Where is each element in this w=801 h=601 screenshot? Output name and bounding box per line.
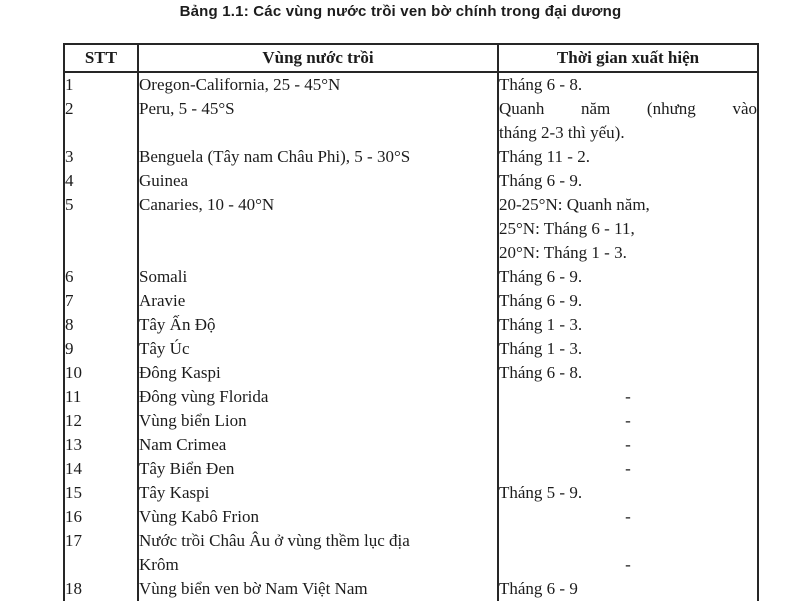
time-cell — [498, 577, 758, 601]
cell-line: Đông vùng Florida — [139, 387, 269, 406]
cell-line: Tháng 5 - 9. — [499, 483, 583, 502]
cell-line: 8 — [65, 315, 74, 334]
zone-cell — [138, 193, 498, 265]
table-body — [64, 72, 758, 601]
cell-line: Tháng 11 - 2. — [499, 147, 590, 166]
table-row — [64, 409, 758, 433]
time-cell — [498, 289, 758, 313]
cell-line: Tháng 6 - 8. — [499, 363, 583, 382]
cell-line: 9 — [65, 339, 74, 358]
cell-line: Quanh năm (nhưng vào — [499, 99, 757, 118]
zone-cell — [138, 97, 498, 145]
cell-line: Tây Úc — [139, 339, 190, 358]
cell-line: 14 — [65, 459, 82, 478]
stt-cell — [64, 72, 138, 97]
zone-cell — [138, 529, 498, 577]
cell-line: Tháng 6 - 9. — [499, 291, 583, 310]
cell-line: 16 — [65, 507, 82, 526]
stt-cell — [64, 577, 138, 601]
stt-cell — [64, 169, 138, 193]
time-cell — [498, 433, 758, 457]
cell-line: 1 — [65, 75, 74, 94]
cell-line: Oregon-California, 25 - 45°N — [139, 75, 341, 94]
cell-line: - — [625, 459, 631, 478]
time-cell — [498, 169, 758, 193]
cell-line — [499, 529, 757, 553]
zone-cell — [138, 409, 498, 433]
time-cell — [498, 97, 758, 145]
time-cell — [498, 457, 758, 481]
table-caption: Bảng 1.1: Các vùng nước trồi ven bờ chính trong đại dương — [179, 3, 622, 20]
time-cell — [498, 193, 758, 265]
cell-line: 5 — [65, 195, 74, 214]
cell-line: 11 — [65, 387, 82, 406]
zone-cell — [138, 265, 498, 289]
stt-cell — [64, 457, 138, 481]
cell-line: Guinea — [139, 171, 189, 190]
stt-cell — [64, 385, 138, 409]
time-cell — [498, 385, 758, 409]
table-row — [64, 193, 758, 265]
time-cell — [498, 481, 758, 505]
stt-cell — [64, 505, 138, 529]
cell-line: Tháng 6 - 9. — [499, 267, 583, 286]
stt-cell — [64, 337, 138, 361]
zone-cell — [138, 433, 498, 457]
table-row — [64, 361, 758, 385]
zone-cell — [138, 457, 498, 481]
cell-line: - — [625, 507, 631, 526]
stt-cell — [64, 361, 138, 385]
table-row — [64, 385, 758, 409]
cell-line: Vùng biển Lion — [139, 411, 247, 430]
cell-line: 17 — [65, 531, 82, 550]
cell-line: 25°N: Tháng 6 - 11, — [499, 219, 635, 238]
stt-cell — [64, 289, 138, 313]
zone-cell — [138, 361, 498, 385]
upwelling-table — [63, 43, 759, 601]
table-row — [64, 169, 758, 193]
table-row — [64, 313, 758, 337]
cell-line: 20°N: Tháng 1 - 3. — [499, 243, 627, 262]
cell-line: tháng 2-3 thì yếu). — [499, 123, 625, 142]
stt-cell — [64, 529, 138, 577]
cell-line: Canaries, 10 - 40°N — [139, 195, 275, 214]
stt-cell — [64, 265, 138, 289]
table-header-row — [64, 44, 758, 72]
cell-line: Tháng 6 - 9. — [499, 171, 583, 190]
cell-line: 20-25°N: Quanh năm, — [499, 195, 650, 214]
table-row — [64, 433, 758, 457]
time-cell — [498, 505, 758, 529]
stt-cell — [64, 481, 138, 505]
cell-line: Krôm — [139, 555, 179, 574]
stt-cell — [64, 145, 138, 169]
table-row — [64, 265, 758, 289]
cell-line: 18 — [65, 579, 82, 598]
table-row — [64, 72, 758, 97]
zone-cell — [138, 289, 498, 313]
cell-line: 4 — [65, 171, 74, 190]
zone-cell — [138, 481, 498, 505]
header-cell-stt: STT — [64, 44, 138, 72]
cell-line: Tháng 1 - 3. — [499, 315, 583, 334]
zone-cell — [138, 385, 498, 409]
stt-cell — [64, 433, 138, 457]
zone-cell — [138, 505, 498, 529]
cell-line: 13 — [65, 435, 82, 454]
cell-line: - — [625, 435, 631, 454]
time-cell — [498, 361, 758, 385]
cell-line: Tây Ấn Độ — [139, 315, 216, 334]
cell-line: Tháng 6 - 9 — [499, 579, 578, 598]
time-cell — [498, 72, 758, 97]
table-row — [64, 97, 758, 145]
table-row — [64, 505, 758, 529]
time-cell — [498, 265, 758, 289]
time-cell — [498, 145, 758, 169]
header-cell-zone: Vùng nước trồi — [138, 44, 498, 72]
cell-line: - — [625, 387, 631, 406]
stt-cell — [64, 193, 138, 265]
cell-line: Peru, 5 - 45°S — [139, 99, 235, 118]
table-row — [64, 337, 758, 361]
cell-line: 3 — [65, 147, 74, 166]
cell-line: Vùng biển ven bờ Nam Việt Nam — [139, 579, 368, 598]
cell-line: Somali — [139, 267, 188, 286]
cell-line: Nam Crimea — [139, 435, 227, 454]
stt-cell — [64, 313, 138, 337]
zone-cell — [138, 72, 498, 97]
time-cell — [498, 529, 758, 577]
cell-line: 12 — [65, 411, 82, 430]
cell-line: Vùng Kabô Frion — [139, 507, 259, 526]
table-row — [64, 457, 758, 481]
cell-line: 6 — [65, 267, 74, 286]
stt-cell — [64, 97, 138, 145]
table-row — [64, 289, 758, 313]
header-cell-time: Thời gian xuất hiện — [498, 44, 758, 72]
zone-cell — [138, 337, 498, 361]
cell-line: Tây Kaspi — [139, 483, 210, 502]
table-row — [64, 529, 758, 577]
time-cell — [498, 337, 758, 361]
cell-line: Đông Kaspi — [139, 363, 221, 382]
cell-line: 2 — [65, 99, 74, 118]
cell-line: 15 — [65, 483, 82, 502]
time-cell — [498, 313, 758, 337]
zone-cell — [138, 577, 498, 601]
cell-line: Aravie — [139, 291, 186, 310]
cell-line: Benguela (Tây nam Châu Phi), 5 - 30°S — [139, 147, 411, 166]
table-row — [64, 145, 758, 169]
cell-line: 10 — [65, 363, 82, 382]
zone-cell — [138, 169, 498, 193]
zone-cell — [138, 145, 498, 169]
cell-line: 7 — [65, 291, 74, 310]
cell-line: Tháng 1 - 3. — [499, 339, 583, 358]
zone-cell — [138, 313, 498, 337]
table-row — [64, 481, 758, 505]
cell-line: - — [625, 555, 631, 574]
cell-line: Tây Biển Đen — [139, 459, 235, 478]
table-row — [64, 577, 758, 601]
stt-cell — [64, 409, 138, 433]
time-cell — [498, 409, 758, 433]
cell-line: Tháng 6 - 8. — [499, 75, 583, 94]
cell-line: Nước trồi Châu Âu ở vùng thềm lục địa — [139, 531, 410, 550]
cell-line: - — [625, 411, 631, 430]
